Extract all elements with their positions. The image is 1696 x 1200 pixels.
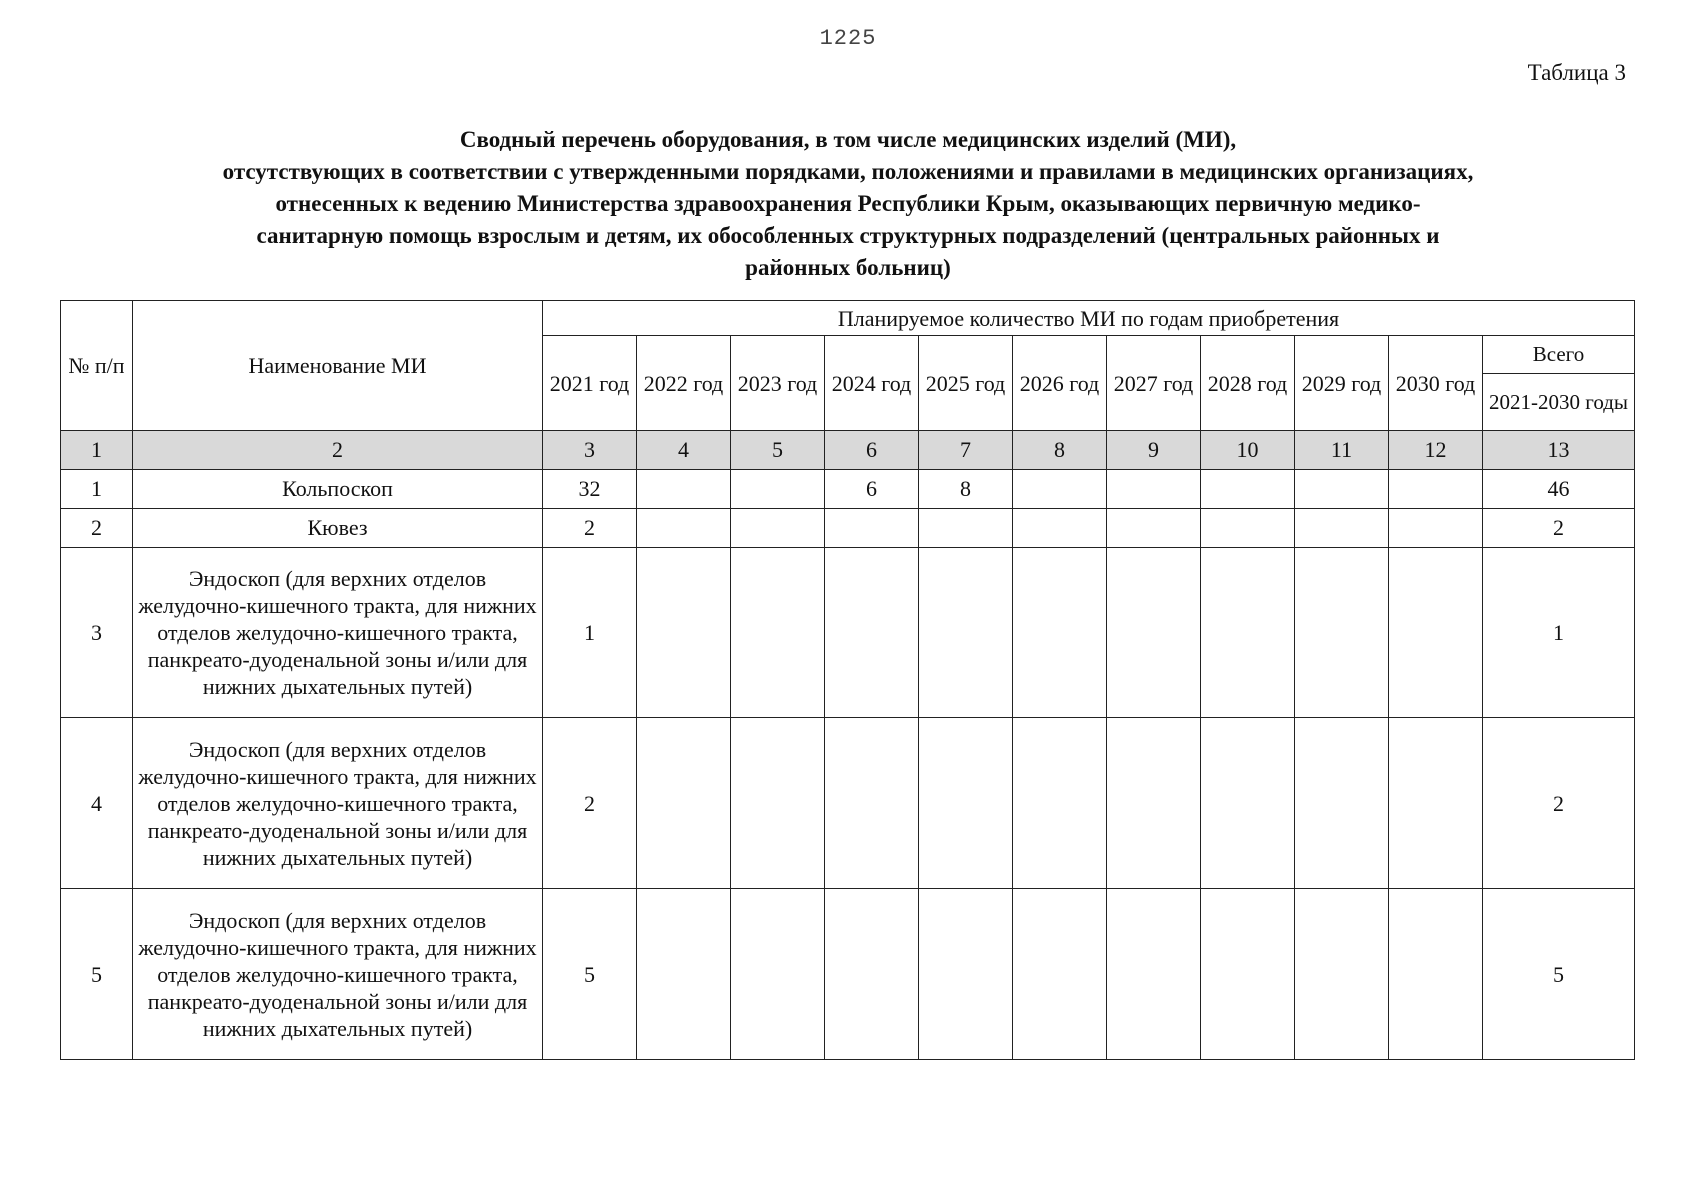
header-year: 2027 год: [1107, 336, 1201, 431]
header-year: 2026 год: [1013, 336, 1107, 431]
year-value: [637, 718, 731, 889]
row-total: 5: [1483, 889, 1635, 1060]
year-value: [1013, 547, 1107, 718]
header-total-bottom: 2021-2030 годы: [1483, 374, 1635, 431]
header-year: 2021 год: [543, 336, 637, 431]
year-value: 8: [919, 469, 1013, 508]
item-name: Эндоскоп (для верхних отделов желудочно-кишечного тракта, для нижних отделов желудочно-кишечного тракта, панкреато-дуоденальной зоны и/или для нижних дыхательных путей): [133, 718, 543, 889]
year-value: [1201, 469, 1295, 508]
year-value: 2: [543, 718, 637, 889]
year-value: [1013, 718, 1107, 889]
year-value: [1295, 469, 1389, 508]
title-line: отнесенных к ведению Министерства здравоохранения Республики Крым, оказывающих первичную медико-: [275, 191, 1421, 216]
year-value: [919, 508, 1013, 547]
column-number: 8: [1013, 431, 1107, 470]
row-total: 2: [1483, 508, 1635, 547]
year-value: 6: [825, 469, 919, 508]
column-number: 9: [1107, 431, 1201, 470]
year-value: [731, 718, 825, 889]
header-year: 2024 год: [825, 336, 919, 431]
header-year: 2028 год: [1201, 336, 1295, 431]
year-value: [1389, 889, 1483, 1060]
column-number: 7: [919, 431, 1013, 470]
column-number: 3: [543, 431, 637, 470]
page-number: 1225: [819, 26, 877, 51]
row-total: 46: [1483, 469, 1635, 508]
header-year: 2030 год: [1389, 336, 1483, 431]
year-value: [1389, 718, 1483, 889]
column-number: 1: [61, 431, 133, 470]
column-number: 13: [1483, 431, 1635, 470]
row-number: 1: [61, 469, 133, 508]
year-value: [825, 718, 919, 889]
header-year: 2029 год: [1295, 336, 1389, 431]
year-value: [731, 469, 825, 508]
year-value: [1201, 547, 1295, 718]
table-row: [61, 508, 1635, 547]
column-number: 10: [1201, 431, 1295, 470]
year-value: [1013, 469, 1107, 508]
header-num: № п/п: [61, 301, 133, 431]
year-value: [637, 508, 731, 547]
item-name: Эндоскоп (для верхних отделов желудочно-кишечного тракта, для нижних отделов желудочно-кишечного тракта, панкреато-дуоденальной зоны и/или для нижних дыхательных путей): [133, 889, 543, 1060]
column-number: 4: [637, 431, 731, 470]
row-number: 5: [61, 889, 133, 1060]
year-value: [919, 718, 1013, 889]
year-value: [1201, 718, 1295, 889]
equipment-table: [60, 300, 1635, 1060]
table-row: [61, 547, 1635, 718]
header-year: 2023 год: [731, 336, 825, 431]
year-value: [1295, 889, 1389, 1060]
year-value: [637, 469, 731, 508]
year-value: [1013, 508, 1107, 547]
year-value: [1107, 469, 1201, 508]
header-planned: Планируемое количество МИ по годам приобретения: [543, 301, 1635, 336]
table-row: [61, 718, 1635, 889]
year-value: [919, 889, 1013, 1060]
column-number: 12: [1389, 431, 1483, 470]
year-value: [637, 547, 731, 718]
item-name: Кювез: [133, 508, 543, 547]
row-total: 1: [1483, 547, 1635, 718]
header-year: 2022 год: [637, 336, 731, 431]
year-value: [825, 547, 919, 718]
year-value: 32: [543, 469, 637, 508]
title-line: отсутствующих в соответствии с утвержденными порядками, положениями и правилами в медицинских организациях,: [222, 159, 1474, 184]
row-number: 4: [61, 718, 133, 889]
year-value: [731, 547, 825, 718]
year-value: [825, 889, 919, 1060]
year-value: [1389, 508, 1483, 547]
year-value: [1295, 508, 1389, 547]
year-value: [1389, 547, 1483, 718]
year-value: [1107, 547, 1201, 718]
year-value: [1201, 508, 1295, 547]
year-value: [731, 889, 825, 1060]
title-line: районных больниц): [745, 255, 951, 280]
title-line: Сводный перечень оборудования, в том числе медицинских изделий (МИ),: [459, 127, 1237, 152]
item-name: Кольпоскоп: [133, 469, 543, 508]
title-line: санитарную помощь взрослым и детям, их обособленных структурных подразделений (центральных районных и: [256, 223, 1440, 248]
year-value: 2: [543, 508, 637, 547]
year-value: [1107, 718, 1201, 889]
year-value: [825, 508, 919, 547]
column-number: 6: [825, 431, 919, 470]
year-value: [1389, 469, 1483, 508]
header-year: 2025 год: [919, 336, 1013, 431]
year-value: [637, 889, 731, 1060]
year-value: [1295, 547, 1389, 718]
header-total-top: Всего: [1483, 336, 1635, 374]
year-value: [1107, 508, 1201, 547]
column-number: 5: [731, 431, 825, 470]
header-name: Наименование МИ: [133, 301, 543, 431]
column-number: 2: [133, 431, 543, 470]
year-value: [1295, 718, 1389, 889]
row-number: 3: [61, 547, 133, 718]
document-title: [50, 124, 1646, 284]
table-row: [61, 469, 1635, 508]
column-number: 11: [1295, 431, 1389, 470]
row-total: 2: [1483, 718, 1635, 889]
year-value: [1201, 889, 1295, 1060]
row-number: 2: [61, 508, 133, 547]
table-row: [61, 889, 1635, 1060]
year-value: 5: [543, 889, 637, 1060]
table-label: Таблица 3: [1527, 60, 1626, 85]
year-value: 1: [543, 547, 637, 718]
year-value: [731, 508, 825, 547]
year-value: [1013, 889, 1107, 1060]
item-name: Эндоскоп (для верхних отделов желудочно-кишечного тракта, для нижних отделов желудочно-кишечного тракта, панкреато-дуоденальной зоны и/или для нижних дыхательных путей): [133, 547, 543, 718]
year-value: [1107, 889, 1201, 1060]
year-value: [919, 547, 1013, 718]
